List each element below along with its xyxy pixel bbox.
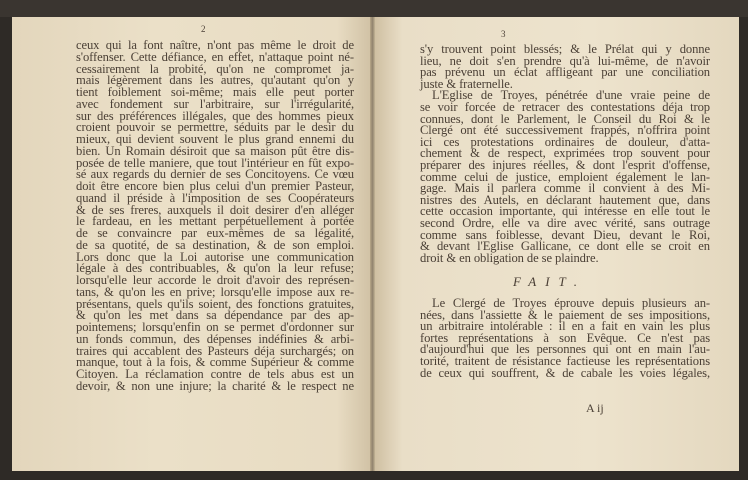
text-line: second Ordre, elle va dire avec vérité, sans outrage — [420, 216, 710, 230]
text-line: cessairement la probité, qu'on ne compromet ja- — [76, 61, 354, 76]
signature-mark: A ij — [586, 401, 604, 415]
text-line: tient foiblement soi-même; mais elle peut porter — [76, 85, 354, 99]
text-line: Clergé ont été successivement frappés, n'offrira point — [420, 123, 710, 138]
text-line: tans, & qu'on les en prive; lorsqu'elle impose aux re- — [76, 284, 354, 299]
text-line: manque, tout à la fois, & comme Supérieur & comme — [76, 355, 354, 370]
text-line: comme celui de justice, emploient également le lan- — [420, 169, 710, 184]
text-line: pointemens; lorsqu'enfin on se permet d'ordonner sur — [76, 320, 354, 334]
text-line: comme sans foiblesse, devant Dieu, devant le Roi, — [420, 227, 710, 242]
text-line: Lors donc que la Loi autorise une communication — [76, 249, 354, 264]
text-line: le fardeau, en les mettant perpétuellement à portée — [76, 214, 354, 229]
left-page — [12, 17, 373, 471]
right-page — [373, 17, 739, 471]
text-line: bien. Un Romain désiroit que sa maison pût être dis- — [76, 143, 354, 158]
text-line: de ceux qui souffrent, & de cabale les voies légales, — [420, 365, 710, 380]
text-line: croient pouvoir se permettre, séduits par le desir du — [76, 120, 354, 135]
text-line: torité, traitent de résistance factieuse les représentations — [420, 354, 710, 368]
text-line: légale à des contribuables, & qu'on la leur refuse; — [76, 261, 354, 276]
book-gutter — [370, 17, 375, 471]
text-line: sé aux regards du dernier de ses Concitoyens. Ce vœu — [76, 167, 354, 182]
text-line: Le Clergé de Troyes éprouve depuis plusieurs an- — [432, 296, 710, 310]
text-line: mais légèrement dans les autres, qu'autant qu'on y — [76, 73, 354, 88]
text-line: cette occasion importante, qui intéresse en elle tout le — [420, 204, 710, 219]
text-line: & qu'on les met dans sa dépendance par des ap- — [76, 308, 354, 323]
text-line: droit & en obligation de se plaindre. — [420, 250, 599, 265]
text-line: mieux, qui devient souvent le plus grand ennemi du — [76, 132, 354, 146]
text-line: s'y trouvent point blessés; & le Prélat qui y donne — [420, 42, 710, 56]
text-line: d'aujourd'hui que les personnes qui ont en main l'au- — [420, 342, 710, 357]
text-line: lieu, ne doit s'en prendre qu'à lui-même, de n'avoir — [420, 53, 710, 68]
section-heading: FAIT. — [513, 274, 587, 289]
text-line: doit être encore bien plus celui d'un premier Pasteur, — [76, 179, 354, 193]
text-line: chement & de respect, exprimées trop souvent pour — [420, 146, 710, 161]
text-line: ici ces protestations ordinaires de douleur, d'atta- — [420, 134, 710, 149]
scanner-background — [0, 0, 748, 17]
text-line: nées, dans l'assiette & le paiement de ses impositions, — [420, 307, 710, 322]
text-line: lorsqu'elle leur accorde le droit d'avoir des représen- — [76, 273, 354, 287]
text-line: avec fondement sur l'arbitraire, sur l'irrégularité, — [76, 96, 354, 111]
text-line: L'Eglise de Troyes, pénétrée d'une vraie peine de — [432, 88, 710, 103]
text-line: & de ses freres, auxquels il doit desirer d'en alléger — [76, 202, 354, 217]
text-line: posée de telle maniere, que tout l'intérieur en fût expo- — [76, 155, 354, 170]
text-line: juste & fraternelle. — [420, 76, 513, 91]
text-line: & devant l'Eglise Gallicane, ce dont elle se croit en — [420, 239, 710, 254]
text-line: s'offenser. Cette défiance, en effet, n'attaque point né- — [76, 49, 354, 64]
text-line: devoir, & non une injure; la charité & le respect ne — [76, 378, 354, 393]
text-line: fortes représentations à son Evêque. Ce n'est pas — [420, 330, 710, 345]
text-line: traires qui accablent des Pasteurs déja surchargés; on — [76, 343, 354, 358]
page-number: 3 — [501, 29, 506, 39]
text-line: de sa quotité, de sa destination, & de son emploi. — [76, 237, 354, 252]
text-line: pas prévenu un éclat affligeant par une conciliation — [420, 65, 710, 80]
text-line: un fonds commun, des dépenses indéfinies & arbi- — [76, 331, 354, 346]
text-line: ceux qui la font naître, n'ont pas même le droit de — [76, 38, 354, 52]
text-line: connues, dont le Parlement, le Conseil du Roi & le — [420, 111, 710, 126]
text-line: se voir forcée de retracer des contestations déja trop — [420, 100, 710, 114]
text-line: quand il préside à l'imposition de ses Coopérateurs — [76, 190, 354, 205]
text-line: préparer des injures réelles, & dont l'esprit d'offense, — [420, 158, 710, 172]
text-line: de se convaincre par eux-mêmes de sa légalité, — [76, 226, 354, 240]
text-line: sur des préférences illégales, que des hommes pieux — [76, 108, 354, 123]
text-line: nistres des Autels, en déclarant hautement que, dans — [420, 192, 710, 207]
text-line: Citoyen. La réclamation contre de tels abus est un — [76, 367, 354, 381]
text-line: gage. Mais il parlera comme il convient à des Mi- — [420, 181, 710, 196]
text-line: présentans, quels qu'ils soient, des fonctions gratuites, — [76, 296, 354, 311]
page-number: 2 — [201, 24, 206, 34]
text-line: un arbitraire intolérable : il en a fait en vain les plus — [420, 319, 710, 334]
